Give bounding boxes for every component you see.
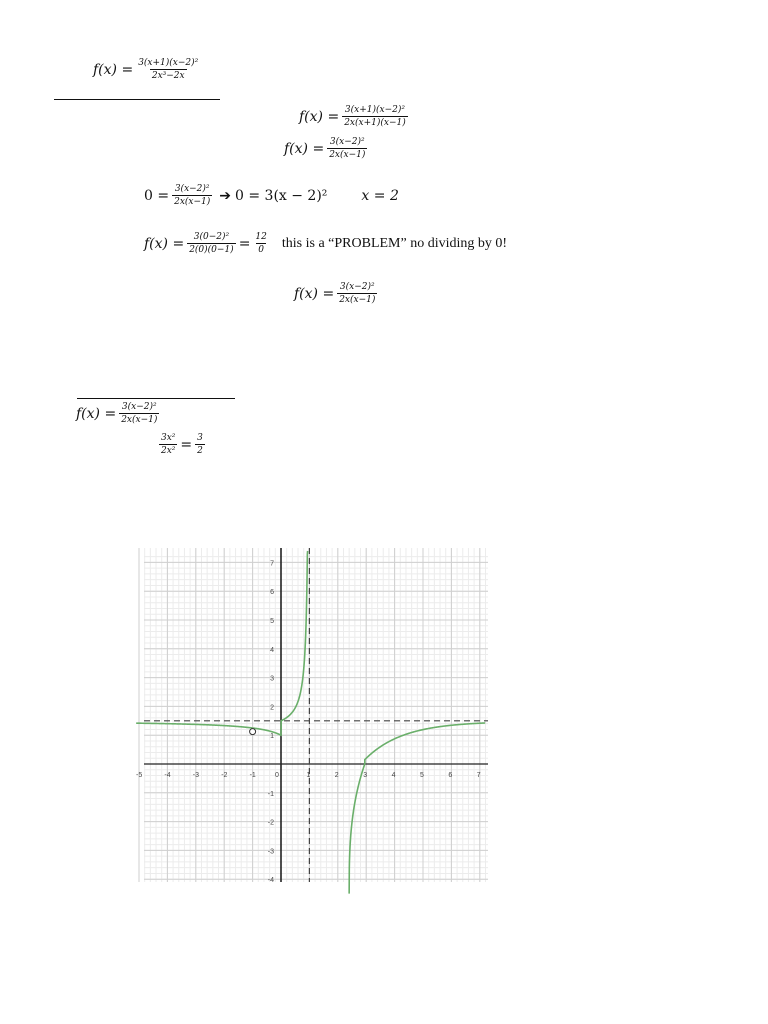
answer-line <box>77 398 235 399</box>
grid <box>139 548 488 885</box>
eq-solution: x = 2 <box>361 187 399 204</box>
eq-lhs: f(x) = <box>76 405 117 422</box>
numerator: 12 <box>255 232 267 242</box>
x-tick-label: -5 <box>136 772 143 779</box>
eq-lhs: f(x) = <box>93 61 134 78</box>
y-tick-label: 5 <box>270 618 274 625</box>
fraction-result <box>253 232 268 255</box>
numerator: 3(x−2)² <box>329 137 365 147</box>
x-tick-label: 1 <box>306 772 311 779</box>
equation-simplified <box>284 137 370 160</box>
equals-sign: = <box>180 436 193 453</box>
hole-point <box>250 729 256 735</box>
equation-y-intercept <box>144 232 507 255</box>
numerator: 3(x−2)² <box>121 402 157 412</box>
x-tick-label: 0 <box>275 772 279 779</box>
y-tick-label: 7 <box>270 560 274 568</box>
denominator: 2x(x−1) <box>121 415 158 425</box>
denominator: 2(0)(0−1) <box>189 245 234 255</box>
x-tick-label: -4 <box>164 772 171 779</box>
y-tick-label: -2 <box>267 819 274 827</box>
fraction <box>119 402 159 425</box>
eq-lhs: f(x) = <box>299 108 340 125</box>
x-tick-label: -3 <box>192 772 200 779</box>
denominator: 0 <box>258 245 265 255</box>
fraction <box>172 184 212 207</box>
denominator: 2x(x+1)(x−1) <box>344 118 406 128</box>
note-text: this is a “PROBLEM” no dividing by 0! <box>281 235 508 251</box>
equation-asymptote <box>76 402 162 425</box>
y-tick-label: 6 <box>270 589 274 597</box>
y-tick-label: 2 <box>270 704 274 712</box>
x-tick-label: 6 <box>448 772 453 779</box>
numerator: 3(x−2)² <box>174 184 210 194</box>
denominator: 2x(x−1) <box>339 295 376 305</box>
numerator: 3(x+1)(x−2)² <box>138 58 199 68</box>
y-tick-label: -1 <box>267 790 274 798</box>
denominator: 2x(x−1) <box>174 197 211 207</box>
fraction-result <box>195 433 205 456</box>
x-tick-label: 7 <box>476 772 481 779</box>
denominator: 2x³−2x <box>151 71 185 81</box>
x-tick-label: 4 <box>391 772 396 779</box>
x-tick-label: 3 <box>363 772 368 779</box>
x-tick-label: 2 <box>334 772 339 779</box>
numerator: 3(x+1)(x−2)² <box>344 105 405 115</box>
y-tick-label: 1 <box>270 733 274 741</box>
eq-lhs: f(x) = <box>294 285 335 302</box>
equals-sign: = <box>238 235 251 252</box>
denominator: 2x² <box>161 446 176 456</box>
y-tick-label: 3 <box>270 675 274 683</box>
x-tick-label: -1 <box>249 772 256 779</box>
numerator: 3(0−2)² <box>193 232 230 242</box>
fraction <box>327 137 367 160</box>
x-tick-label: -2 <box>221 772 228 779</box>
equation-original <box>93 58 203 81</box>
answer-line <box>54 99 220 100</box>
function-graph <box>136 548 488 885</box>
y-tick-label: -3 <box>267 848 274 856</box>
numerator: 3 <box>197 433 203 443</box>
denominator: 2 <box>197 446 203 456</box>
fraction <box>136 58 200 81</box>
equation-leading-coefficients <box>156 433 208 456</box>
fraction <box>159 433 177 456</box>
numerator: 3(x−2)² <box>339 282 375 292</box>
arrow-icon: ➔ <box>219 187 231 204</box>
fraction <box>337 282 377 305</box>
denominator: 2x(x−1) <box>329 150 366 160</box>
numerator: 3x² <box>161 433 176 443</box>
equation-factored <box>299 105 411 128</box>
eq-lhs: f(x) = <box>284 140 325 157</box>
eq-lhs: f(x) = <box>144 235 185 252</box>
y-tick-label: -4 <box>267 877 274 885</box>
eq-middle: 0 = 3(x − 2)² <box>235 187 328 204</box>
x-tick-label: 5 <box>420 772 424 779</box>
equation-zeros <box>144 184 399 207</box>
eq-lhs: 0 = <box>144 187 170 204</box>
y-tick-label: 4 <box>270 646 274 654</box>
equation-restated <box>294 282 380 305</box>
fraction <box>342 105 408 128</box>
fraction <box>187 232 236 255</box>
